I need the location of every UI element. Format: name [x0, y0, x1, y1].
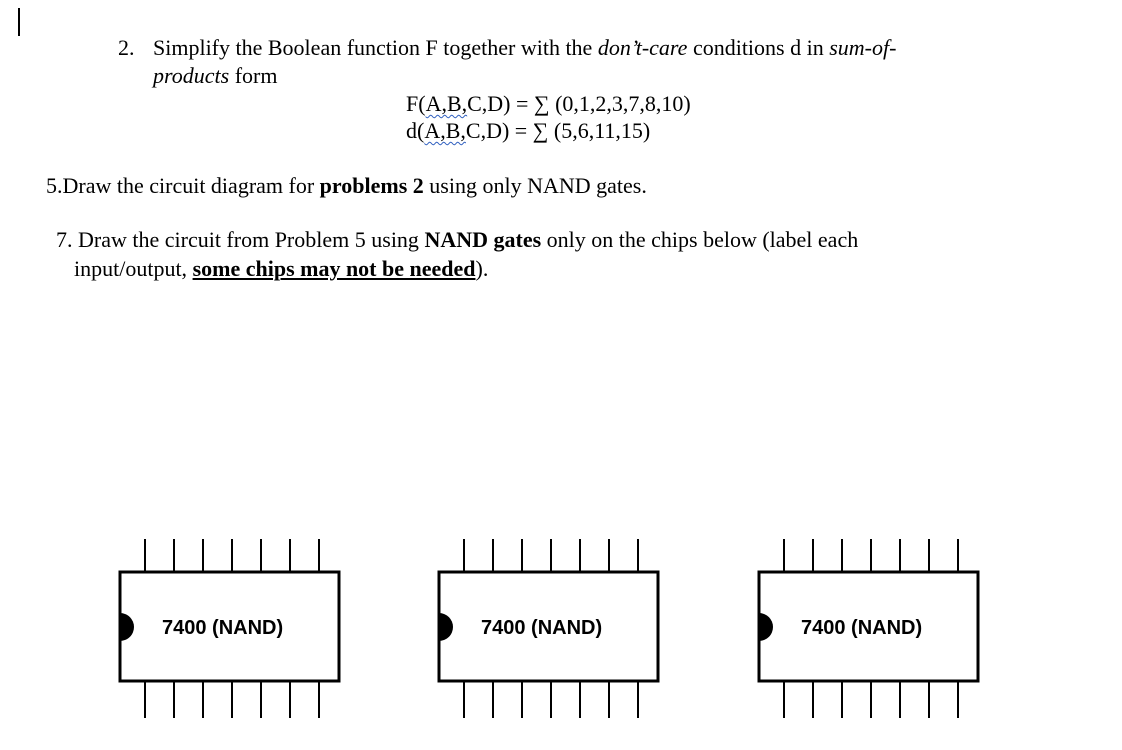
problem-2-dont-care: don’t-care: [597, 35, 688, 60]
problem-2-sop-2: products: [153, 63, 230, 88]
problem-2-number: 2.: [118, 35, 135, 60]
problem-5-prefix: 5.Draw the circuit diagram for: [46, 173, 320, 198]
d-vars: A,B,: [424, 118, 466, 143]
problem-5-bold: problems 2: [319, 173, 424, 198]
chip-7400-2: [439, 539, 658, 718]
problem-7-line2-prefix: input/output,: [74, 256, 193, 281]
chips-group: [120, 539, 978, 718]
problem-5-suffix: using only NAND gates.: [423, 173, 647, 198]
problem-7-bold: NAND gates: [424, 227, 542, 252]
problem-2-text-b: conditions d in: [687, 35, 830, 60]
chip-label: 7400 (NAND): [162, 617, 284, 639]
problem-2-text-a: Simplify the Boolean function F together with the: [153, 35, 598, 60]
d-prefix: d(: [406, 118, 425, 143]
f-prefix: F(: [406, 91, 426, 116]
d-rest: C,D) = ∑ (5,6,11,15): [465, 118, 651, 143]
problem-7-bold-underlined: some chips may not be needed: [192, 256, 476, 281]
f-vars: A,B,: [425, 91, 468, 116]
problem-7-prefix: 7. Draw the circuit from Problem 5 using: [56, 227, 425, 252]
problem-2-text-c: form: [229, 63, 278, 88]
chip-7400-3: [759, 539, 978, 718]
problem-7-line2-suffix: ).: [475, 256, 489, 281]
chip-label: 7400 (NAND): [801, 617, 923, 639]
chip-7400-1: [120, 539, 339, 718]
problem-2-sop-1: sum-of-: [829, 35, 897, 60]
f-rest: C,D) = ∑ (0,1,2,3,7,8,10): [467, 91, 691, 116]
chip-label: 7400 (NAND): [481, 617, 603, 639]
problem-7-suffix: only on the chips below (label each: [541, 227, 859, 252]
